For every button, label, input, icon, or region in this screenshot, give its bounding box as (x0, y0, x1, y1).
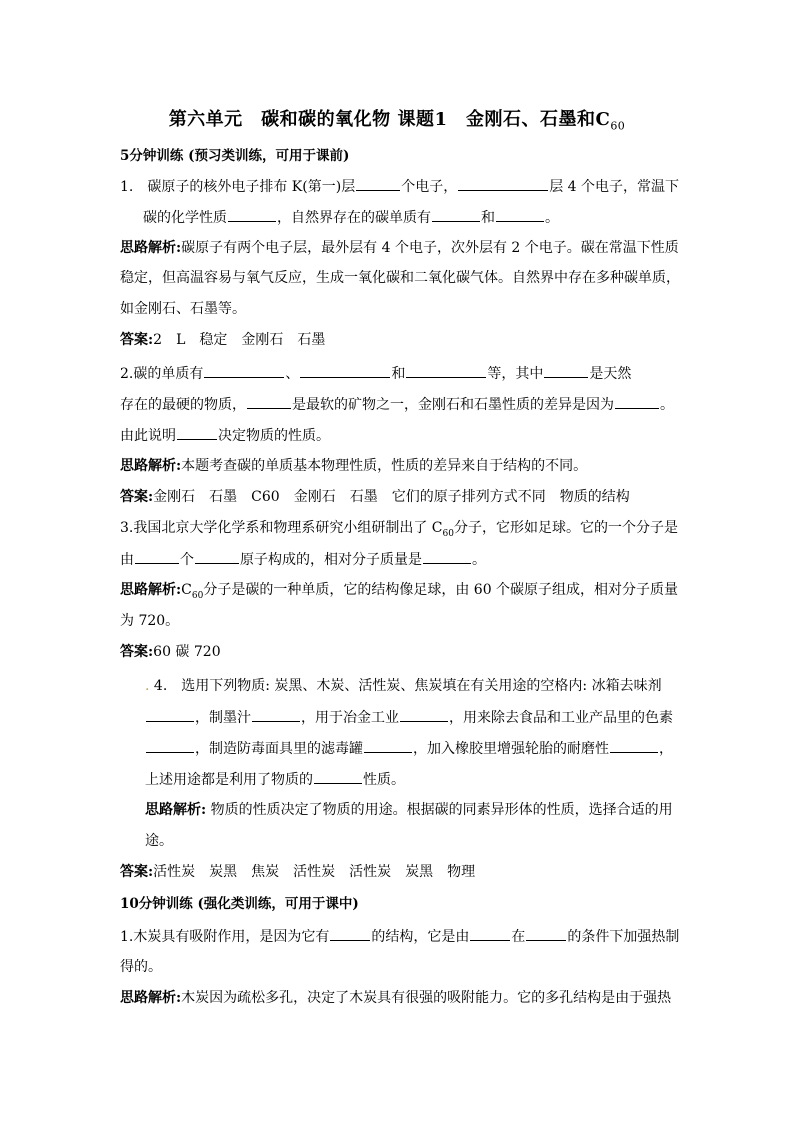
question-3-line-2: 由 个 原子构成的，相对分子质量是 。 (120, 549, 486, 570)
explanation-1-line-2: 稳定，但高温容易与氧气反应，生成一氧化碳和二氧化碳气体。自然界中存在多种碳单质， (120, 270, 680, 286)
explanation-5: 思路解析:木炭因为疏松多孔，决定了木炭具有很强的吸附能力。它的多孔结构是由于强热 (120, 990, 672, 1006)
explanation-1-line-3: 如金刚石、石墨等。 (120, 301, 246, 317)
answer-2: 答案:金刚石 石墨 C60 金刚石 石墨 它们的原子排列方式不同 物质的结构 (120, 489, 630, 505)
question-5-line-2: 得的。 (120, 959, 162, 975)
explanation-4-line-2: 途。 (145, 833, 173, 849)
question-1-line-1: 1. 碳原子的核外电子排布 K(第一)层 个电子， 层 4 个电子，常温下 (120, 176, 679, 197)
explanation-3-line-2: 为 720。 (120, 613, 180, 629)
answer-4: 答案:活性炭 炭黑 焦炭 活性炭 活性炭 炭黑 物理 (120, 864, 476, 880)
question-1-line-2: 碳的化学性质 ，自然界存在的碳单质有 和 。 (143, 207, 559, 228)
section-heading-10min: 10分钟训练 (强化类训练，可用于课中) (120, 896, 359, 912)
explanation-2: 思路解析:本题考查碳的单质基本物理性质，性质的差异来自于结构的不同。 (120, 458, 588, 474)
question-2-line-1: 2.碳的单质有 、 和 等，其中 是天然 (120, 363, 631, 384)
question-4-line-2: ，制墨汁 ，用于冶金工业 ，用来除去食品和工业产品里的色素 (145, 707, 673, 728)
question-4-line-3: ，制造防毒面具里的滤毒罐 ，加入橡胶里增强轮胎的耐磨性 ， (145, 738, 673, 759)
explanation-1-line-1: 思路解析:碳原子有两个电子层，最外层有 4 个电子，次外层有 2 个电子。碳在常温下性质 (120, 240, 679, 256)
section-heading-5min: 5分钟训练 (预习类训练，可用于课前) (120, 148, 350, 164)
question-2-line-3: 由此说明 决定物质的性质。 (120, 425, 330, 446)
question-3-line-1: 3.我国北京大学化学系和物理系研究小组研制出了 $C_{60}$分子，它形如足球。它的一个分子是 (120, 520, 678, 539)
question-5-line-1: 1.木炭具有吸附作用，是因为它有 的结构，它是由 在 的条件下加强热制 (120, 926, 679, 947)
question-4-line-1: . 4. 选用下列物质: 炭黑、木炭、活性炭、焦炭填在有关用途的空格内: 冰箱去味剂 (145, 678, 662, 694)
page-title: 第六单元 碳和碳的氧化物 课题1 金刚石、石墨和$C_{60}$ (168, 109, 626, 133)
answer-3: 答案:60 碳 720 (120, 644, 221, 660)
explanation-4-line-1: 思路解析: 物质的性质决定了物质的用途。根据碳的同素异形体的性质，选择合适的用 (145, 802, 673, 818)
question-4-line-4: 上述用途都是利用了物质的 性质。 (145, 769, 405, 790)
answer-1: 答案:2 L 稳定 金刚石 石墨 (120, 332, 326, 348)
question-2-line-2: 存在的最硬的物质， 是最软的矿物之一，金刚石和石墨性质的差异是因为 。 (120, 394, 674, 415)
explanation-3-line-1: 思路解析$:C_{60}$分子是碳的一种单质，它的结构像足球，由 60 个碳原子组成，相对分子质量 (120, 582, 679, 601)
